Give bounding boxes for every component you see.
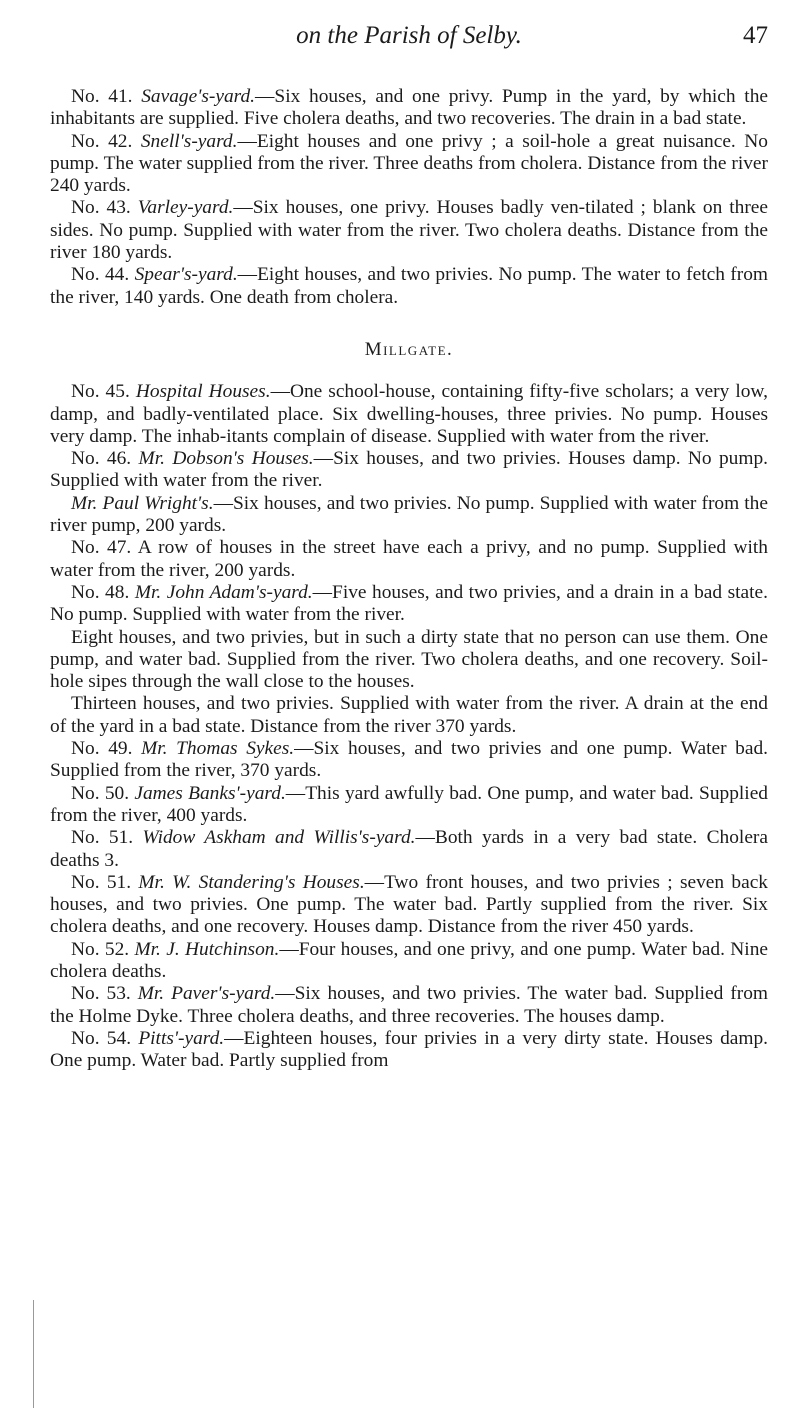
entry-number: No. 50. [71, 782, 135, 804]
entry-number: No. 46. [71, 448, 139, 470]
entry-name: Varley-yard. [137, 197, 234, 219]
entry-text: —Six houses, one privy. Houses badly ven-tilated ; blank on three sides. No pump. Supplied with water from the river. Two cholera deaths. Distance from the river 180 yards. [50, 197, 769, 264]
entry-paragraph [50, 983, 768, 1028]
entries-after-section [50, 381, 768, 1072]
entry-text: —Two front houses, and two privies ; seven back houses, and two privies. One pump. The water bad. Partly supplied from the river. Six cholera deaths, and one recovery. Houses damp. Distance from the river 450 yards. [50, 871, 769, 938]
entry-name: Spear's-yard. [134, 264, 238, 286]
entry-name: Mr. Thomas Sykes. [141, 738, 295, 760]
entry-paragraph [50, 582, 768, 627]
entry-paragraph [50, 693, 768, 738]
entry-text: Thirteen houses, and two privies. Supplied with water from the river. A drain at the end of the yard in a bad state. Distance from the river 370 yards. [50, 693, 768, 737]
entry-paragraph [50, 537, 768, 582]
entry-text: —Eight houses, and two privies. No pump. The water to fetch from the river, 140 yards. One death from cholera. [50, 264, 768, 308]
entry-text: —Six houses, and two privies. Houses damp. No pump. Supplied with water from the river. [50, 448, 769, 492]
entry-text: —Five houses, and two privies, and a drain in a bad state. No pump. Supplied with water from the river. [50, 581, 768, 626]
page-header [50, 20, 768, 54]
entry-paragraph [50, 827, 768, 872]
entry-name: Mr. W. Standering's Houses. [138, 871, 365, 893]
entry-number: No. 47. [71, 537, 138, 559]
entry-number: No. 51. [71, 827, 143, 849]
entry-number: No. 52. [71, 938, 135, 960]
entry-text: —One school-house, containing fifty-five scholars; a very low, damp, and badly-ventilated place. Six dwelling-houses, three privies. No pump. Houses very damp. The inhab-itants complain of disease. Supplied with water from the river. [50, 381, 768, 447]
entries-before-section [50, 86, 768, 309]
entry-number: No. 49. [71, 738, 142, 760]
entry-name: Mr. Paul Wright's. [71, 492, 214, 514]
entry-name: Mr. Dobson's Houses. [138, 448, 314, 470]
entry-text: —Eighteen houses, four privies in a very dirty state. Houses damp. One pump. Water bad. Partly supplied from [50, 1027, 769, 1072]
entry-paragraph [50, 264, 768, 309]
entry-number: No. 51. [71, 871, 139, 893]
page-body [50, 86, 768, 1072]
entry-text: —Four houses, and one privy, and one pump. Water bad. Nine cholera deaths. [50, 938, 768, 982]
entry-number: No. 41. [71, 86, 142, 107]
entry-text: —Six houses, and one privy. Pump in the yard, by which the inhabitants are supplied. Five cholera deaths, and two recoveries. The drain in a bad state. [50, 86, 768, 130]
entry-number: No. 53. [71, 983, 138, 1005]
entry-name: Hospital Houses. [135, 381, 271, 403]
entry-name: Pitts'-yard. [138, 1027, 225, 1049]
entry-name: Mr. J. Hutchinson. [134, 938, 280, 960]
entry-paragraph [50, 939, 768, 984]
entry-text: —Six houses, and two privies. No pump. Supplied with water from the river pump, 200 yards. [50, 492, 768, 537]
entry-paragraph [50, 872, 768, 939]
entry-paragraph [50, 1028, 768, 1073]
entry-paragraph [50, 381, 768, 448]
margin-rule [33, 1300, 34, 1408]
entry-text: —Both yards in a very bad state. Cholera deaths 3. [50, 827, 768, 871]
entry-number: No. 44. [71, 264, 135, 286]
entry-paragraph [50, 197, 768, 264]
entry-text: —This yard awfully bad. One pump, and water bad. Supplied from the river, 400 yards. [50, 782, 768, 826]
entry-text: —Six houses, and two privies. The water bad. Supplied from the Holme Dyke. Three cholera deaths, and three recoveries. The houses damp. [50, 983, 768, 1027]
section-heading: Millgate. [364, 338, 454, 360]
entry-paragraph [50, 627, 768, 694]
entry-text: —Eight houses and one privy ; a soil-hole a great nuisance. No pump. The water supplied from the river. Three deaths from cholera. Distance from the river 240 yards. [50, 130, 769, 197]
entry-paragraph [50, 131, 768, 198]
entry-name: Savage's-yard. [141, 86, 256, 107]
entry-paragraph [50, 783, 768, 828]
entry-name: Mr. John Adam's-yard. [134, 581, 313, 603]
entry-paragraph [50, 493, 768, 538]
entry-paragraph [50, 448, 768, 493]
running-title: on the Parish of Selby. [296, 22, 522, 49]
entry-number: No. 43. [71, 197, 138, 219]
entry-paragraph [50, 86, 768, 131]
entry-name: Mr. Paver's-yard. [137, 983, 276, 1005]
entry-number: No. 48. [71, 581, 135, 603]
entry-number: No. 45. [71, 381, 136, 403]
entry-paragraph [50, 738, 768, 783]
entry-name: Widow Askham and Willis's-yard. [142, 827, 416, 849]
page-number: 47 [743, 22, 768, 49]
entry-text: Eight houses, and two privies, but in such a dirty state that no person can use them. One pump, and water bad. Supplied from the river. Two cholera deaths, and one recovery. Soil-hole sipes through the wall close to the houses. [50, 626, 768, 693]
entry-text: —Six houses, and two privies and one pump. Water bad. Supplied from the river, 370 yards. [50, 738, 769, 782]
entry-number: No. 42. [71, 130, 141, 152]
entry-name: James Banks'-yard. [134, 782, 286, 804]
entry-text: A row of houses in the street have each a privy, and no pump. Supplied with water from the river, 200 yards. [50, 537, 768, 581]
entry-name: Snell's-yard. [140, 130, 238, 152]
entry-number: No. 54. [71, 1027, 139, 1049]
